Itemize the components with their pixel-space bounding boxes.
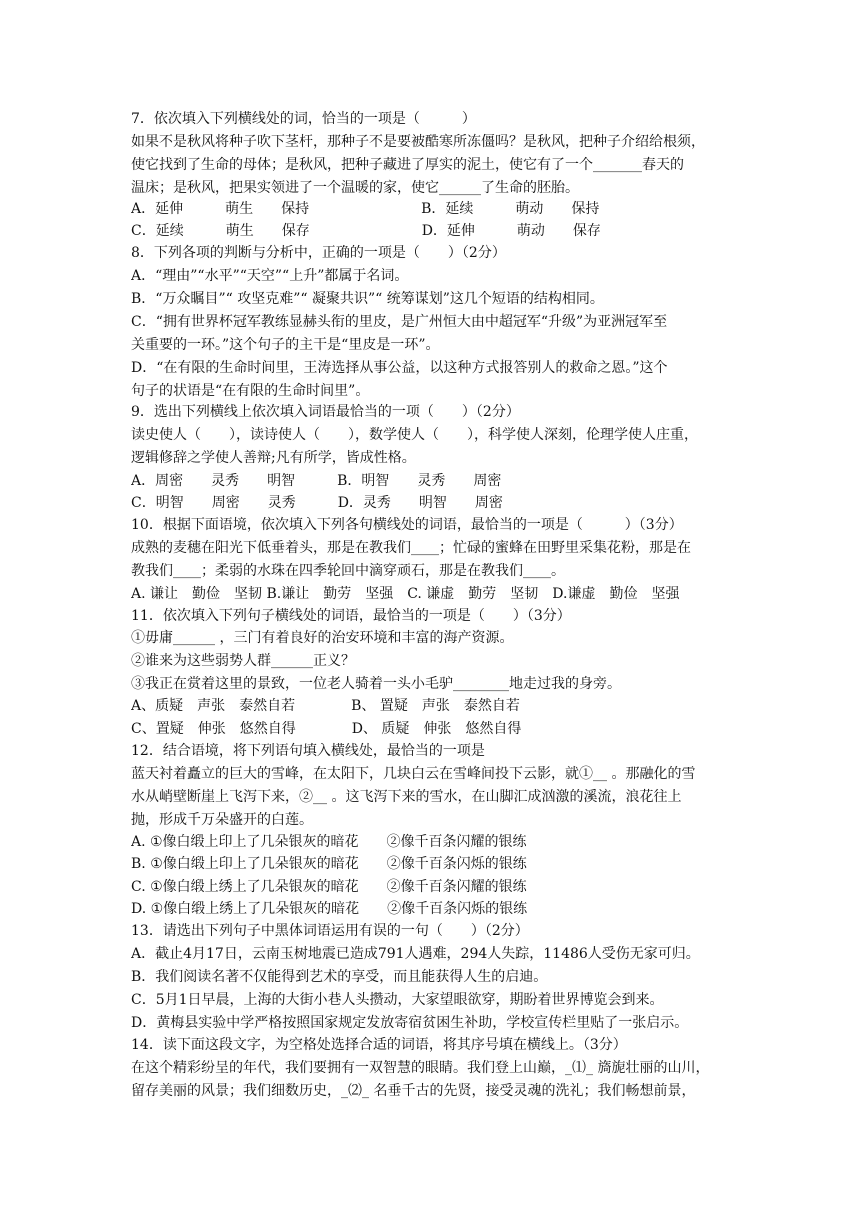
question-8-option-c: C．“拥有世界杯冠军教练显赫头衔的里皮，是广州恒大由中超冠军“升级”为亚洲冠军至 <box>131 314 668 330</box>
question-7-options-ab: A．延伸 萌生 保持 B．延续 萌动 保持 <box>131 201 600 217</box>
question-12-stem: 12．结合语境，将下列语句填入横线处，最恰当的一项是 <box>131 743 485 759</box>
question-7-passage-line: 如果不是秋风将种子吹下茎杆，那种子不是要被酷寒所冻僵吗？是秋风，把种子介绍给根须， <box>131 134 705 150</box>
question-12-passage-line: 抛，形成千万朵盛开的白莲。 <box>131 812 313 828</box>
question-7-passage-line: 使它找到了生命的母体；是秋风，把种子藏进了厚实的泥土，使它有了一个_______春天的 <box>131 157 684 173</box>
question-9-passage-line: 逻辑修辞之学使人善辩;凡有所学，皆成性格。 <box>131 450 416 466</box>
question-9-passage-line: 读史使人（ ），读诗使人（ ），数学使人（ ），科学使人深刻，伦理学使人庄重， <box>131 427 698 443</box>
question-14-passage-line: 留存美丽的风景；我们细数历史，_⑵_ 名垂千古的先贤，接受灵魂的洗礼；我们畅想前景， <box>131 1083 696 1099</box>
question-12-passage-line: 水从峭壁断崖上飞泻下来，②__ 。这飞泻下来的雪水，在山脚汇成汹激的溪流，浪花往上 <box>131 789 682 805</box>
question-11-sentence-2: ②谁来为这些弱势人群______正义？ <box>131 653 355 669</box>
question-14-passage-line: 在这个精彩纷呈的年代，我们要拥有一双智慧的眼睛。我们登上山巅，_⑴_ 旖旎壮丽的山川， <box>131 1060 710 1076</box>
question-8-option-d-cont: 句子的状语是“在有限的生命时间里”。 <box>131 383 370 399</box>
question-10-passage-line: 成熟的麦穗在阳光下低垂着头，那是在教我们____；忙碌的蜜蜂在田野里采集花粉，那是在 <box>131 540 691 556</box>
question-14-stem: 14．读下面这段文字，为空格处选择合适的词语，将其序号填在横线上。（3分） <box>131 1037 627 1053</box>
question-7-stem: 7．依次填入下列横线处的词，恰当的一项是（ ） <box>131 111 476 127</box>
question-12-option-c: C. ①像白缎上绣上了几朵银灰的暗花 ②像千百条闪耀的银练 <box>131 879 527 895</box>
question-11-sentence-1: ①毋庸______ ，三门有着良好的治安环境和丰富的海产资源。 <box>131 630 514 646</box>
question-10-stem: 10．根据下面语境，依次填入下列各句横线处的词语，最恰当的一项是（ ）（3分） <box>131 517 683 533</box>
question-9-options-cd: C．明智 周密 灵秀 D．灵秀 明智 周密 <box>131 495 503 511</box>
question-8-option-d: D．“在有限的生命时间里，王涛选择从事公益，以这种方式报答别人的救命之恩。”这个 <box>131 360 668 376</box>
question-13-option-b: B．我们阅读名著不仅能得到艺术的享受，而且能获得人生的启迪。 <box>131 969 548 985</box>
question-11-stem: 11．依次填入下列句子横线处的词语，最恰当的一项是（ ）（3分） <box>131 608 571 624</box>
question-11-options-ab: A、质疑 声张 泰然自若 B、 置疑 声张 泰然自若 <box>131 698 520 714</box>
question-8-stem: 8．下列各项的判断与分析中，正确的一项是（ ）（2分） <box>131 245 506 261</box>
question-13-option-c: C．5月1日早晨，上海的大街小巷人头攒动，大家望眼欲穿，期盼着世界博览会到来。 <box>131 992 664 1008</box>
question-13-option-d: D．黄梅县实验中学严格按照国家规定发放寄宿贫困生补助，学校宣传栏里贴了一张启示。 <box>131 1015 689 1031</box>
question-12-option-b: B. ①像白缎上印上了几朵银灰的暗花 ②像千百条闪烁的银练 <box>131 856 527 872</box>
question-13-option-a: A．截止4月17日，云南玉树地震已造成791人遇难，294人失踪，11486人受伤无家可归。 <box>131 946 700 962</box>
question-11-sentence-3: ③我正在赏着这里的景致，一位老人骑着一头小毛驴________地走过我的身旁。 <box>131 676 621 692</box>
question-10-passage-line: 教我们____；柔弱的水珠在四季轮回中滴穿顽石，那是在教我们____。 <box>131 563 565 579</box>
question-8-option-b: B．“万众瞩目”“ 攻坚克难”“ 凝聚共识”“ 统筹谋划”这几个短语的结构相同。 <box>131 291 604 307</box>
question-7-passage-line: 温床；是秋风，把果实领进了一个温暖的家，使它______了生命的胚胎。 <box>131 180 579 196</box>
question-12-option-d: D. ①像白缎上绣上了几朵银灰的暗花 ②像千百条闪烁的银练 <box>131 901 528 917</box>
question-9-options-ab: A．周密 灵秀 明智 B．明智 灵秀 周密 <box>131 473 502 489</box>
question-11-options-cd: C、置疑 伸张 悠然自得 D、 质疑 伸张 悠然自得 <box>131 721 522 737</box>
question-9-stem: 9．选出下列横线上依次填入词语最恰当的一项（ ）（2分） <box>131 404 520 420</box>
question-8-option-a: A．“理由”“水平”“天空”“上升”都属于名词。 <box>131 268 409 284</box>
question-10-options: A. 谦让 勤俭 坚韧 B.谦让 勤劳 坚强 C. 谦虚 勤劳 坚韧 D.谦虚 勤俭 坚强 <box>131 586 680 602</box>
question-7-options-cd: C．延续 萌生 保存 D．延伸 萌动 保存 <box>131 223 601 239</box>
question-12-passage-line: 蓝天衬着矗立的巨大的雪峰，在太阳下，几块白云在雪峰间投下云影，就①__ 。那融化的雪 <box>131 766 696 782</box>
question-8-option-c-cont: 关重要的一环。”这个句子的主干是“里皮是一环”。 <box>131 337 440 353</box>
question-13-stem: 13．请选出下列句子中黑体词语运用有误的一句（ ）（2分） <box>131 923 529 939</box>
question-12-option-a: A. ①像白缎上印上了几朵银灰的暗花 ②像千百条闪耀的银练 <box>131 834 527 850</box>
